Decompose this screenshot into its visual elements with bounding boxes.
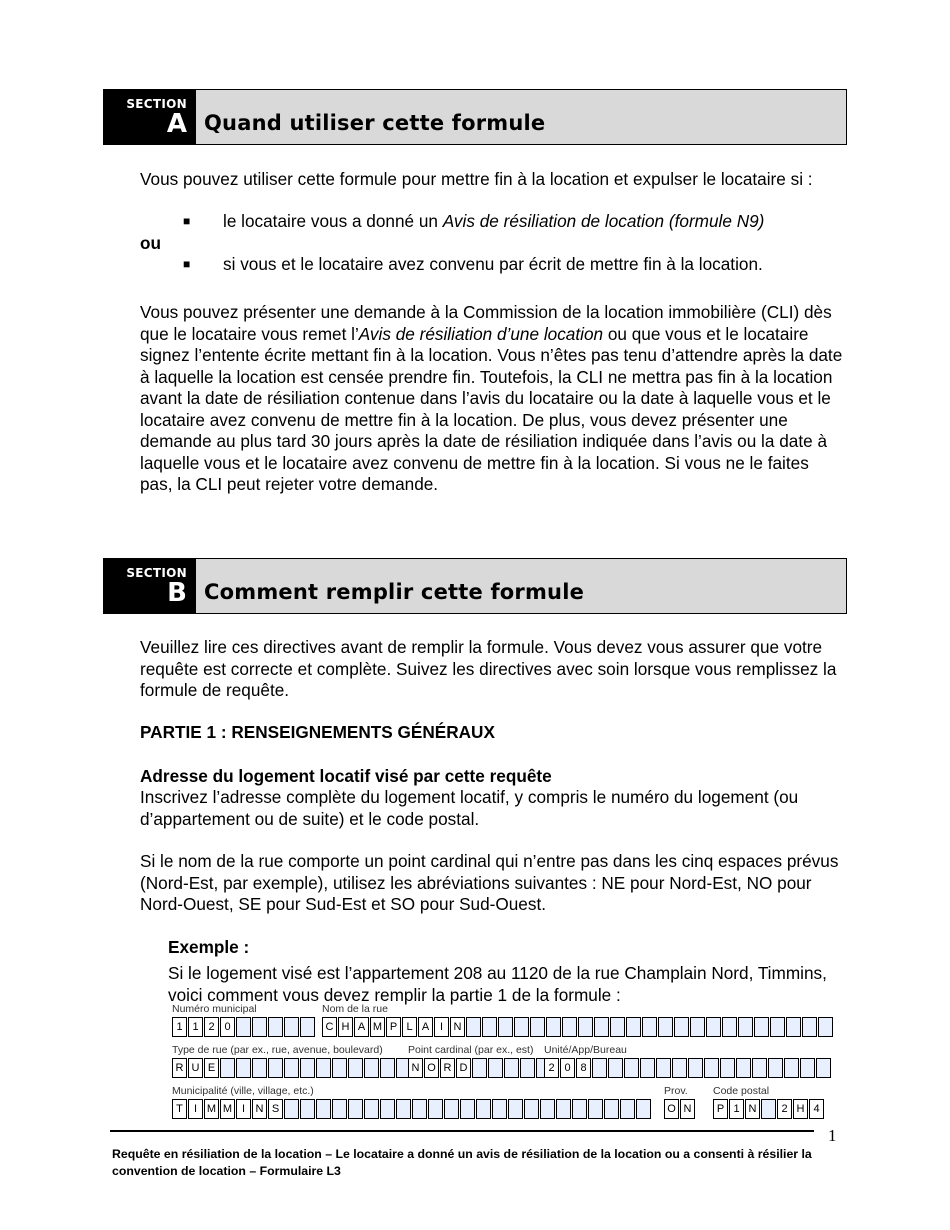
form-cell <box>658 1017 673 1037</box>
unit-boxes <box>544 1058 832 1078</box>
form-cell <box>690 1017 705 1037</box>
section-a-letter: A <box>166 109 187 139</box>
form-cell <box>624 1058 639 1078</box>
example-heading: Exemple : <box>168 937 250 957</box>
street-type-label: Type de rue (par ex., rue, avenue, boulevard) <box>172 1044 383 1056</box>
example-text: Si le logement visé est l’appartement 208 au 1120 de la rue Champlain Nord, Timmins, voici comment vous devez remplir la partie 1 de la formule : <box>168 963 827 1005</box>
form-cell <box>364 1058 379 1078</box>
form-cell <box>316 1099 331 1119</box>
form-cell <box>802 1017 817 1037</box>
form-cell <box>656 1058 671 1078</box>
form-cell <box>508 1099 523 1119</box>
form-cell <box>818 1017 833 1037</box>
form-cell: M <box>204 1099 219 1119</box>
form-cell <box>460 1099 475 1119</box>
form-cell <box>610 1017 625 1037</box>
address-heading: Adresse du logement locatif visé par cette requête <box>140 766 552 786</box>
form-cell <box>592 1058 607 1078</box>
form-cell <box>674 1017 689 1037</box>
section-b-header <box>103 558 847 614</box>
section-b-intro: Veuillez lire ces directives avant de remplir la formule. Vous devez vous assurer que votre requête est correcte et complète. Suivez les directives avec soin lorsque vous remplissez la formule de requête. <box>140 637 837 700</box>
section-b-title: Comment remplir cette formule <box>204 580 585 604</box>
form-cell: C <box>322 1017 337 1037</box>
form-cell: 2 <box>544 1058 559 1078</box>
form-cell: D <box>456 1058 471 1078</box>
form-cell <box>380 1058 395 1078</box>
form-cell <box>364 1099 379 1119</box>
unit-label: Unité/App/Bureau <box>544 1044 627 1056</box>
section-a-paragraph: Vous pouvez présenter une demande à la Commission de la location immobilière (CLI) dès que le locataire vous remet l’Avis de résiliation d’une location ou que vous et le locataire signez l’entente écrite mettant fin à la location. Vous n’êtes pas tenu d’attendre après la date à laquelle la location est censée prendre fin. Toutefois, la CLI ne mettra pas fin à la location avant la date de résiliation contenue dans l’avis du locataire ou la date à laquelle vous et le locataire avez convenu de mettre fin à la location. De plus, vous devez présenter une demande au plus tard 30 jours après la date de résiliation indiquée dans l’avis ou la date à laquelle vous et le locataire avez convenu de mettre fin à la location. Si vous ne le faites pas, la CLI peut rejeter votre demande. <box>140 302 843 494</box>
form-cell <box>546 1017 561 1037</box>
form-cell <box>800 1058 815 1078</box>
form-cell: 8 <box>576 1058 591 1078</box>
form-cell: I <box>188 1099 203 1119</box>
form-cell: N <box>252 1099 267 1119</box>
form-cell: U <box>188 1058 203 1078</box>
form-cell <box>562 1017 577 1037</box>
form-cell <box>620 1099 635 1119</box>
form-cell <box>578 1017 593 1037</box>
form-cell <box>738 1017 753 1037</box>
form-cell: 1 <box>172 1017 187 1037</box>
form-cell <box>488 1058 503 1078</box>
form-cell <box>752 1058 767 1078</box>
form-cell <box>492 1099 507 1119</box>
form-cell <box>784 1058 799 1078</box>
form-cell <box>530 1017 545 1037</box>
form-cell: A <box>418 1017 433 1037</box>
form-cell <box>466 1017 481 1037</box>
street-name-label: Nom de la rue <box>322 1003 388 1015</box>
province-boxes <box>664 1099 696 1119</box>
form-cell: H <box>338 1017 353 1037</box>
form-cell: I <box>236 1099 251 1119</box>
form-cell: 0 <box>560 1058 575 1078</box>
form-cell <box>636 1099 651 1119</box>
form-cell <box>770 1017 785 1037</box>
form-cell <box>640 1058 655 1078</box>
form-cell <box>284 1017 299 1037</box>
form-cell <box>220 1058 235 1078</box>
postal-code-label: Code postal <box>713 1085 770 1097</box>
section-a-word: SECTION <box>126 97 187 111</box>
form-cell: O <box>664 1099 679 1119</box>
form-cell <box>396 1099 411 1119</box>
section-a-intro: Vous pouvez utiliser cette formule pour mettre fin à la location et expulser le locataire si : <box>140 169 813 189</box>
form-cell: R <box>172 1058 187 1078</box>
form-cell <box>252 1058 267 1078</box>
form-cell: 0 <box>220 1017 235 1037</box>
bullet-icon: ■ <box>183 214 191 228</box>
form-cell <box>316 1058 331 1078</box>
bullet-icon: ■ <box>183 257 191 271</box>
form-cell <box>556 1099 571 1119</box>
form-cell <box>642 1017 657 1037</box>
form-cell <box>236 1017 251 1037</box>
form-cell: S <box>268 1099 283 1119</box>
form-cell: 2 <box>777 1099 792 1119</box>
form-cell <box>786 1017 801 1037</box>
or-word: ou <box>140 233 161 253</box>
section-a-header <box>103 89 847 145</box>
form-cell <box>540 1099 555 1119</box>
form-cell <box>348 1058 363 1078</box>
form-cell <box>428 1099 443 1119</box>
form-cell <box>588 1099 603 1119</box>
form-cell: M <box>370 1017 385 1037</box>
form-cell <box>524 1099 539 1119</box>
direction-boxes <box>408 1058 552 1078</box>
form-cell <box>300 1099 315 1119</box>
form-cell <box>520 1058 535 1078</box>
form-cell <box>572 1099 587 1119</box>
form-cell <box>476 1099 491 1119</box>
footer-text: Requête en résiliation de la location – Le locataire a donné un avis de résiliation de la location ou a consenti à résilier la convention de location – Formulaire L3 <box>112 1147 812 1178</box>
form-cell <box>498 1017 513 1037</box>
form-cell <box>482 1017 497 1037</box>
direction-label: Point cardinal (par ex., est) <box>408 1044 534 1056</box>
form-cell <box>706 1017 721 1037</box>
form-cell: 2 <box>204 1017 219 1037</box>
address-text: Inscrivez l’adresse complète du logement locatif, y compris le numéro du logement (ou d’appartement ou de suite) et le code postal. <box>140 787 799 829</box>
form-cell: N <box>680 1099 695 1119</box>
page-number: 1 <box>828 1126 837 1145</box>
province-label: Prov. <box>664 1085 688 1097</box>
form-cell <box>604 1099 619 1119</box>
municipality-boxes <box>172 1099 652 1119</box>
form-cell <box>252 1017 267 1037</box>
form-cell <box>300 1017 315 1037</box>
form-cell <box>300 1058 315 1078</box>
form-cell <box>672 1058 687 1078</box>
street-type-boxes <box>172 1058 412 1078</box>
street-number-boxes <box>172 1017 316 1037</box>
form-cell <box>332 1058 347 1078</box>
form-cell <box>704 1058 719 1078</box>
form-cell <box>268 1058 283 1078</box>
form-cell <box>268 1017 283 1037</box>
form-cell <box>768 1058 783 1078</box>
section-b-letter: B <box>167 578 187 608</box>
section-b-word: SECTION <box>126 566 187 580</box>
form-cell: P <box>386 1017 401 1037</box>
footer-rule <box>110 1130 814 1132</box>
form-cell: L <box>402 1017 417 1037</box>
form-cell <box>284 1099 299 1119</box>
form-cell <box>816 1058 831 1078</box>
form-cell <box>594 1017 609 1037</box>
form-cell: R <box>440 1058 455 1078</box>
form-cell <box>444 1099 459 1119</box>
form-cell: I <box>434 1017 449 1037</box>
form-cell <box>236 1058 251 1078</box>
street-name-boxes <box>322 1017 834 1037</box>
form-cell: H <box>793 1099 808 1119</box>
form-cell <box>754 1017 769 1037</box>
form-cell <box>332 1099 347 1119</box>
form-cell: N <box>745 1099 760 1119</box>
form-cell: P <box>713 1099 728 1119</box>
form-cell <box>412 1099 427 1119</box>
section-a-tab <box>104 90 196 144</box>
postal-code-boxes <box>713 1099 825 1119</box>
form-cell: 1 <box>188 1017 203 1037</box>
section-b-tab <box>104 559 196 613</box>
form-cell: N <box>408 1058 423 1078</box>
form-cell <box>720 1058 735 1078</box>
form-cell <box>761 1099 776 1119</box>
form-cell: 1 <box>729 1099 744 1119</box>
municipality-label: Municipalité (ville, village, etc.) <box>172 1085 314 1097</box>
form-cell: T <box>172 1099 187 1119</box>
form-cell <box>348 1099 363 1119</box>
form-cell: 4 <box>809 1099 824 1119</box>
bullet-2: si vous et le locataire avez convenu par écrit de mettre fin à la location. <box>223 254 763 274</box>
form-cell <box>688 1058 703 1078</box>
cardinal-text: Si le nom de la rue comporte un point cardinal qui n’entre pas dans les cinq espaces prévus (Nord-Est, par exemple), utilisez les abréviations suivantes : NE pour Nord-Est, NO pour Nord-Ouest, SE pour Sud-Est et SO pour Sud-Ouest. <box>140 851 839 914</box>
form-cell <box>514 1017 529 1037</box>
bullet-1: le locataire vous a donné un Avis de résiliation de location (formule N9) <box>223 211 765 231</box>
section-a-title: Quand utiliser cette formule <box>204 111 546 135</box>
form-cell <box>736 1058 751 1078</box>
form-cell <box>284 1058 299 1078</box>
form-cell <box>722 1017 737 1037</box>
form-cell: N <box>450 1017 465 1037</box>
form-cell <box>626 1017 641 1037</box>
form-cell: A <box>354 1017 369 1037</box>
street-number-label: Numéro municipal <box>172 1003 257 1015</box>
form-cell: M <box>220 1099 235 1119</box>
form-cell <box>504 1058 519 1078</box>
part1-heading: PARTIE 1 : RENSEIGNEMENTS GÉNÉRAUX <box>140 722 495 742</box>
form-cell <box>608 1058 623 1078</box>
form-cell <box>380 1099 395 1119</box>
form-cell: O <box>424 1058 439 1078</box>
form-cell <box>472 1058 487 1078</box>
form-cell: E <box>204 1058 219 1078</box>
